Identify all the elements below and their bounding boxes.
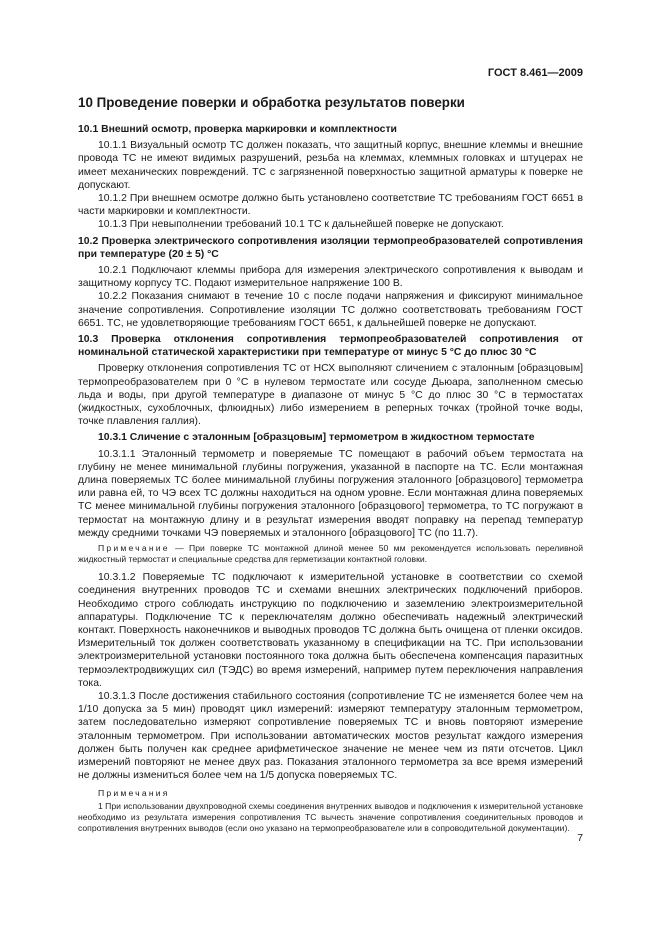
note-2: 1 При использовании двухпроводной схемы соединения внутренних выводов и подключения к измерительной установке необходимо из результата измерения сопротивления ТС вычесть значение сопротивления соединительных проводов и сопротивления внутренних выводов (если оно указано на термопреобразователе или в сопроводительной документации). bbox=[78, 801, 583, 834]
note-1 bbox=[78, 543, 583, 565]
para-10-3-intro: Проверку отклонения сопротивления ТС от НСХ выполняют сличением с эталонным [образцовым] термопреобразователем при 0 °С в нулевом термостате или сосуде Дьюара, заполненном смесью льда и воды, при другой температуре в диапазоне от минус 5 °С до плюс 30 °С в термостатах (жидкостных, сухоблочных, флюидных) либо измерением в реперных точках (тройной точке воды, точке плавления галлия). bbox=[78, 363, 583, 428]
para-10-3-1-1: 10.3.1.1 Эталонный термометр и поверяемые ТС помещают в рабочий объем термостата на глубину не менее минимальной глубины погружения, указанной в паспорте на ТС. Если монтажная длина поверяемых ТС более минимальной глубины погружения эталонного [образцового] термометра или равна ей, то ЧЭ всех ТС должны находиться на одном уровне. Если монтажная длина поверяемых ТС менее минимальной глубины погружения эталонного [образцового] термометра, то ТС погружают в термостат на монтажную длину и в результат измерения вводят поправку на перепад температур между средними точками ЧЭ поверяемых и эталонного [образцового] ТС (по 11.7). bbox=[78, 448, 583, 539]
page-content bbox=[78, 94, 583, 837]
para-10-3-1-3: 10.3.1.3 После достижения стабильного состояния (сопротивление ТС не изменяется более чем на 1/10 допуска за 5 мин) проводят цикл измерений: измеряют температуру эталонным термометром, затем последовательно измеряют сопротивление поверяемых ТС и вновь повторяют измерение эталонным термометром. При использовании автоматических мостов результат каждого измерения должен быть получен как среднее арифметическое значение не менее чем из пяти отсчетов. Цикл измерений повторяют не менее двух раз. Показания эталонного термометра за все время измерений не должны измениться более чем на 1/5 допуска поверяемых ТС. bbox=[78, 690, 583, 782]
para-10-1-3: 10.1.3 При невыполнении требований 10.1 ТС к дальнейшей поверке не допускают. bbox=[98, 219, 504, 231]
para-10-1-1: 10.1.1 Визуальный осмотр ТС должен показать, что защитный корпус, внешние клеммы и внешние провода ТС не имеют видимых разрушений, резьба на клеммах, клеммных головках и штуцерах не имеет механических повреждений. ТС с загрязненной поверхностью защитной арматуры к поверке не допускают. bbox=[78, 140, 583, 191]
doc-header-id: ГОСТ 8.461—2009 bbox=[487, 67, 583, 79]
note-1-text: — При поверке ТС монтажной длиной менее 50 мм рекомендуется использовать переливной жидкостный термостат и специальные средства для герметизации контактной головки. bbox=[78, 543, 583, 565]
subsection-10-3-1-title: 10.3.1 Сличение с эталонным [образцовым] термометром в жидкостном термостате bbox=[98, 432, 535, 444]
para-10-1-2: 10.1.2 При внешнем осмотре должно быть установлено соответствие ТС требованиям ГОСТ 6651 в части маркировки и комплектности. bbox=[78, 193, 583, 218]
section-title: 10 Проведение поверки и обработка результатов поверки bbox=[78, 95, 465, 110]
subsection-10-2-title: 10.2 Проверка электрического сопротивления изоляции термопреобразователей сопротивления при температуре (20 ± 5) °С bbox=[78, 235, 583, 260]
subsection-10-1-title: 10.1 Внешний осмотр, проверка маркировки и комплектности bbox=[78, 124, 397, 135]
para-10-2-2: 10.2.2 Показания снимают в течение 10 с после подачи напряжения и фиксируют минимальное значение сопротивления. Сопротивление изоляции ТС должно соответствовать требованиям ГОСТ 6651. ТС, не удовлетворяющие требованиям ГОСТ 6651, к дальнейшей поверке не допускают. bbox=[78, 291, 583, 329]
para-10-3-1-2: 10.3.1.2 Поверяемые ТС подключают к измерительной установке в соответствии со схемой соединения внутренних проводов ТС и схемами внешних электрических подключений приборов. Необходимо строго соблюдать инструкцию по подключению и заземлению электроизмерительной аппаратуры. Подключение ТС к переключателям должно обеспечивать надежный электрический контакт. Поверхность наконечников и выводных проводов ТС должна быть очищена от пленки оксидов. Измерительный ток должен соответствовать указанному в спецификации на ТС. При использовании электроизмерительной установки постоянного тока должна быть обеспечена компенсация паразитных термоэлектродвижущих сил (ТЭДС) во время измерений, например путем переключения направления тока. bbox=[78, 572, 583, 689]
note-1-label: Примечание bbox=[98, 543, 170, 554]
subsection-10-3-title: 10.3 Проверка отклонения сопротивления термопреобразователей сопротивления от номинальной статической характеристики при температуре от минус 5 °С до плюс 30 °С bbox=[78, 334, 583, 359]
page-number: 7 bbox=[577, 833, 583, 844]
para-10-2-1: 10.2.1 Подключают клеммы прибора для измерения электрического сопротивления к выводам и защитному корпусу ТС. Подают измерительное напряжение 100 В. bbox=[78, 265, 583, 290]
notes-heading: Примечания bbox=[98, 788, 170, 799]
